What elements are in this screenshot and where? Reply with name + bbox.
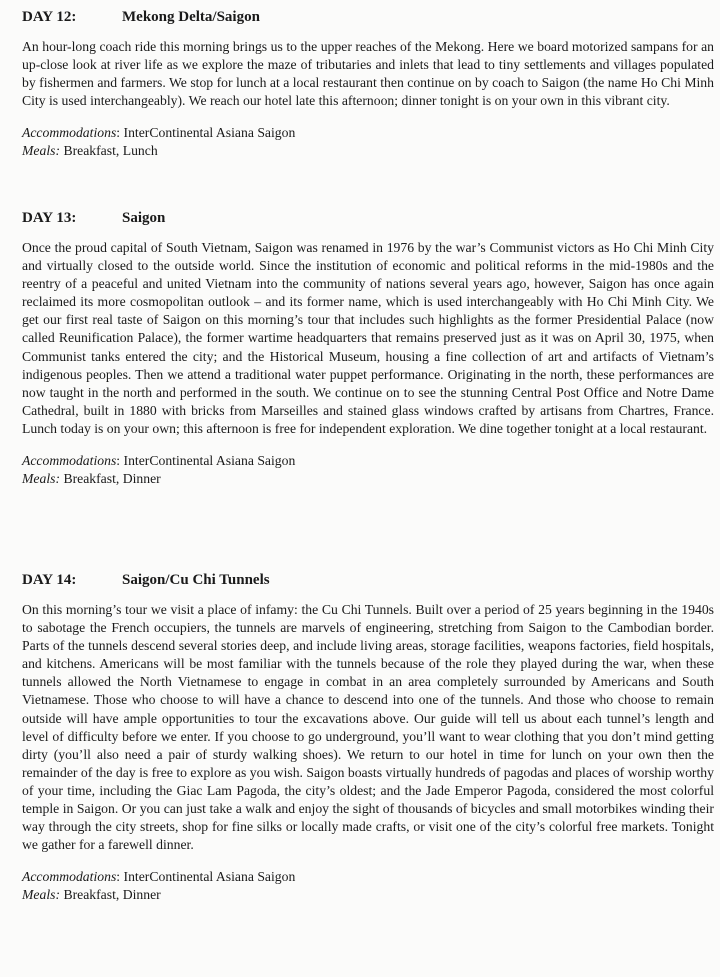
day-14-header <box>22 571 714 589</box>
day-12-section <box>22 8 714 160</box>
day-13-label: DAY 13: <box>22 210 77 226</box>
meals-value: Breakfast, Dinner <box>63 887 161 903</box>
accommodations-label: Accommodations <box>22 125 117 141</box>
day-13-accommodations: Accommodations: InterContinental Asiana Saigon <box>22 453 296 469</box>
meals-label: Meals: <box>22 143 61 159</box>
day-14-label: DAY 14: <box>22 572 77 588</box>
meals-label: Meals: <box>22 471 61 487</box>
day-12-header <box>22 8 714 26</box>
day-13-section <box>22 209 714 488</box>
day-14-description: On this morning’s tour we visit a place of infamy: the Cu Chi Tunnels. Built over a period of 25 years beginning in the 1940s to sabotage the French occupiers, the tunnels are marvels of engineering, stretching from Saigon to the Cambodian border. Parts of the tunnels descend several stories deep, and include living areas, storage facilities, weapons factories, field hospitals, and kitchens. Americans will be most familiar with the tunnels because of the role they played during the war, when these tunnels allowed the North Vietnamese to engage in combat in an area completely surrounded by Americans and South Vietnamese. Those who choose to will have a chance to descend into one of the tunnels. And those who choose to remain outside will have ample opportunities to tour the excavations above. Our guide will tell us about each tunnel’s length and level of difficulty before we enter. If you choose to go underground, you’ll want to wear clothing that you don’t mind getting dirty (you’ll also need a pair of sturdy walking shoes). We return to our hotel in time for lunch on your own then the remainder of the day is free to explore as you wish. Saigon boasts virtually hundreds of pagodas and places of worship worthy of your time, including the Giac Lam Pagoda, the city’s oldest; and the Jade Emperor Pagoda, considered the most colorful temple in Saigon. Or you can just take a walk and enjoy the sight of thousands of bicycles and small motorbikes winding their way through the city streets, shop for fine silks or locally made crafts, or visit one of the city’s colorful free markets. Tonight we gather for a farewell dinner. <box>22 602 714 853</box>
day-12-title: Mekong Delta/Saigon <box>122 9 260 25</box>
day-14-meals <box>22 886 714 904</box>
accommodations-value: InterContinental Asiana Saigon <box>123 453 296 469</box>
day-13-header <box>22 209 714 227</box>
meals-label: Meals: <box>22 887 61 903</box>
day-12-label: DAY 12: <box>22 9 77 25</box>
day-13-title: Saigon <box>122 210 166 226</box>
accommodations-value: InterContinental Asiana Saigon <box>123 125 296 141</box>
day-12-info <box>22 124 714 160</box>
day-12-meals <box>22 142 714 160</box>
day-14-info <box>22 868 714 904</box>
day-13-info <box>22 452 714 488</box>
day-12-description: An hour-long coach ride this morning brings us to the upper reaches of the Mekong. Here we board motorized sampans for an up-close look at river life as we explore the maze of tributaries and inlets that lead to tiny settlements and villages populated by fishermen and farmers. We stop for lunch at a local restaurant then continue on by coach to Saigon (the name Ho Chi Minh City is used interchangeably). We reach our hotel late this afternoon; dinner tonight is on your own in this vibrant city. <box>22 39 714 109</box>
accommodations-label: Accommodations <box>22 453 117 469</box>
day-14-title: Saigon/Cu Chi Tunnels <box>122 572 270 588</box>
accommodations-label: Accommodations <box>22 869 117 885</box>
day-13-meals <box>22 470 714 488</box>
day-12-accommodations: Accommodations: InterContinental Asiana Saigon <box>22 125 296 141</box>
day-14-section <box>22 571 714 904</box>
day-13-description: Once the proud capital of South Vietnam, Saigon was renamed in 1976 by the war’s Communist victors as Ho Chi Minh City and virtually closed to the outside world. Since the institution of economic and political reforms in the mid-1980s and the reentry of a peaceful and united Vietnam into the community of nations several years ago, however, Saigon has once again reclaimed its more cosmopolitan outlook – and its former name, which is used interchangeably with Ho Chi Minh City. We get our first real taste of Saigon on this morning’s tour that includes such highlights as the former Presidential Palace (now called Reunification Palace), the former wartime headquarters that remains preserved just as it was on April 30, 1975, when Communist tanks entered the city; and the Historical Museum, housing a fine collection of art and artifacts of Vietnam’s indigenous peoples. Then we attend a traditional water puppet performance. Originating in the north, these performances are now taught in the north and performed in the south. We continue on to see the stunning Central Post Office and Notre Dame Cathedral, built in 1880 with bricks from Marseilles and stained glass windows crafted by artisans from Chartres, France. Lunch today is on your own; this afternoon is free for independent exploration. We dine together tonight at a local restaurant. <box>22 240 714 436</box>
accommodations-value: InterContinental Asiana Saigon <box>123 869 296 885</box>
day-14-accommodations: Accommodations: InterContinental Asiana Saigon <box>22 869 296 885</box>
meals-value: Breakfast, Lunch <box>63 143 158 159</box>
meals-value: Breakfast, Dinner <box>63 471 161 487</box>
